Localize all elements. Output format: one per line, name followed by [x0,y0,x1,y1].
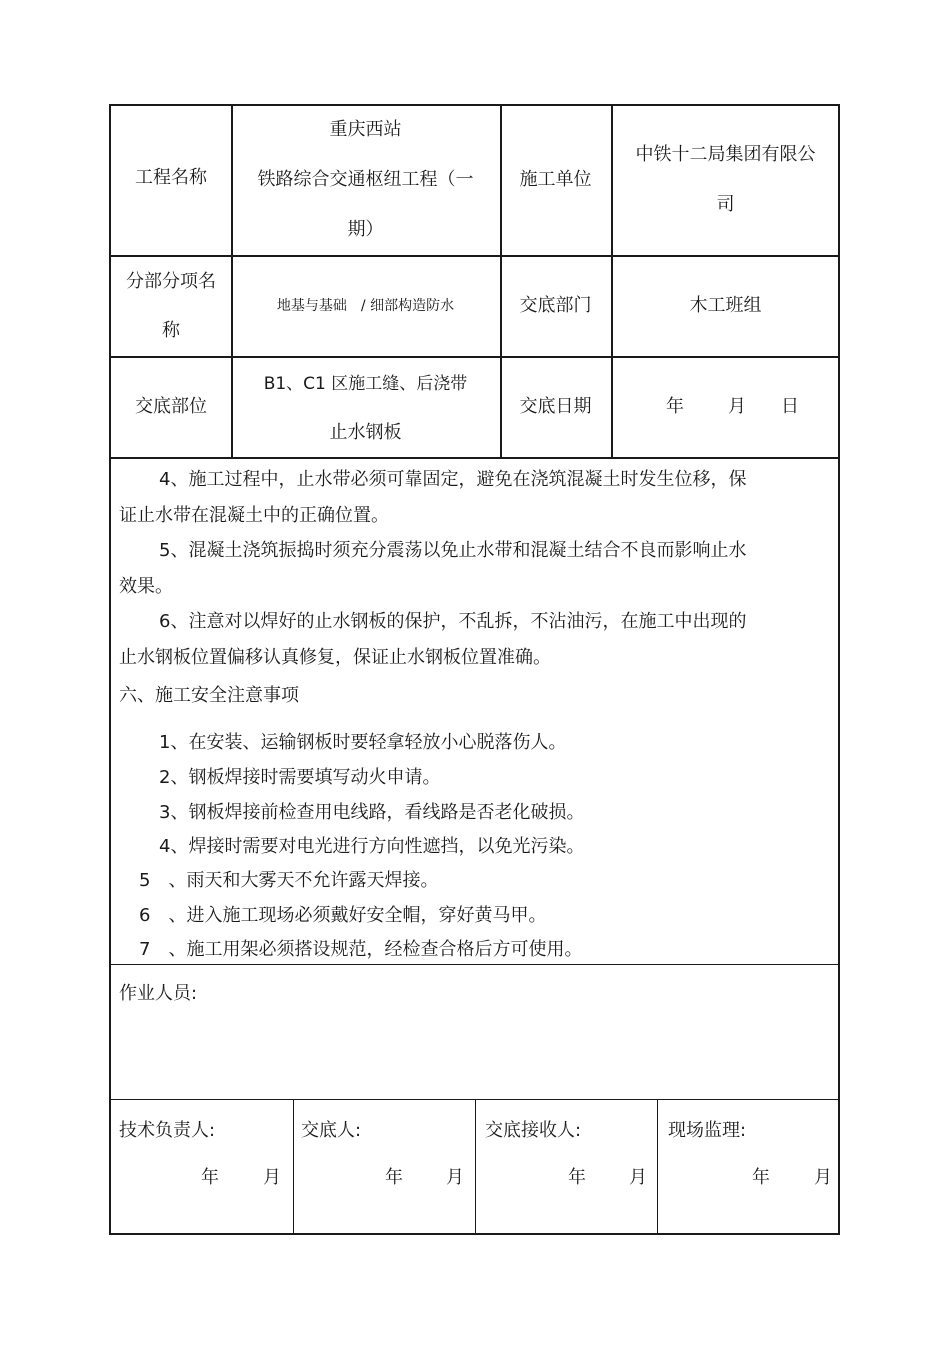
supervisor-label: 现场监理: [668,1120,747,1141]
contractor-line1: 中铁十二局集团有限公 [635,144,816,165]
tech-lead-label: 技术负责人: [119,1120,216,1141]
subitem-label-line2: 称 [162,320,180,341]
safety-item: 4、焊接时需要对电光进行方向性遮挡，以免光污染。 [159,836,585,857]
project-name-line2: 铁路综合交通枢纽工程（一 [257,169,474,190]
tech-lead-year: 年 [201,1167,219,1188]
safety-item: 3、钢板焊接前检查用电线路，看线路是否老化破损。 [159,802,585,823]
workers-label: 作业人员: [119,983,198,1004]
row-divider [111,255,840,257]
col-divider [657,1099,658,1235]
date-label: 交底日期 [519,396,592,417]
supervisor-month: 月 [814,1167,832,1188]
col-divider [293,1099,294,1235]
safety-item: 6 、进入施工现场必须戴好安全帽，穿好黄马甲。 [139,905,547,926]
project-name-line1: 重庆西站 [329,119,402,140]
paragraph-5-line2: 效果。 [119,576,173,597]
date-month: 月 [728,396,746,417]
dept-value: 木工班组 [689,295,762,316]
subitem-value: 地基与基础 / 细部构造防水 [276,298,455,314]
section-6-title: 六、施工安全注意事项 [119,685,299,706]
safety-item: 5 、雨天和大雾天不允许露天焊接。 [139,870,439,891]
project-name-label: 工程名称 [135,167,207,188]
paragraph-4-line2: 证止水带在混凝土中的正确位置。 [119,505,389,526]
row-divider [111,964,840,965]
subitem-label-line1: 分部分项名 [126,271,216,292]
date-day: 日 [781,396,799,417]
date-year: 年 [666,396,684,417]
paragraph-6-line1: 6、注意对以焊好的止水钢板的保护，不乱拆，不沾油污，在施工中出现的 [159,611,747,632]
supervisor-year: 年 [752,1167,770,1188]
receiver-label: 交底接收人: [485,1120,582,1141]
discloser-year: 年 [385,1167,403,1188]
row-divider [111,356,840,358]
paragraph-4-line1: 4、施工过程中，止水带必须可靠固定，避免在浇筑混凝土时发生位移，保 [159,469,747,490]
col-divider [231,106,233,458]
location-label: 交底部位 [135,396,207,417]
receiver-year: 年 [568,1167,586,1188]
tech-lead-month: 月 [263,1167,281,1188]
discloser-month: 月 [446,1167,464,1188]
contractor-label: 施工单位 [519,169,592,190]
paragraph-5-line1: 5、混凝土浇筑振捣时须充分震荡以免止水带和混凝土结合不良而影响止水 [159,540,747,561]
disclosure-form [109,104,840,1235]
location-line1: B1、C1 区施工缝、后浇带 [263,374,468,394]
paragraph-6-line2: 止水钢板位置偏移认真修复，保证止水钢板位置准确。 [119,647,551,668]
discloser-label: 交底人: [301,1120,362,1141]
safety-item: 1、在安装、运输钢板时要轻拿轻放小心脱落伤人。 [159,732,567,753]
safety-item: 2、钢板焊接时需要填写动火申请。 [159,767,441,788]
project-name-line3: 期） [347,219,384,240]
location-line2: 止水钢板 [329,422,402,443]
safety-item: 7 、施工用架必须搭设规范，经检查合格后方可使用。 [139,939,583,960]
dept-label: 交底部门 [519,295,592,316]
col-divider [475,1099,476,1235]
row-divider [111,457,840,459]
receiver-month: 月 [629,1167,647,1188]
contractor-line2: 司 [716,194,735,215]
